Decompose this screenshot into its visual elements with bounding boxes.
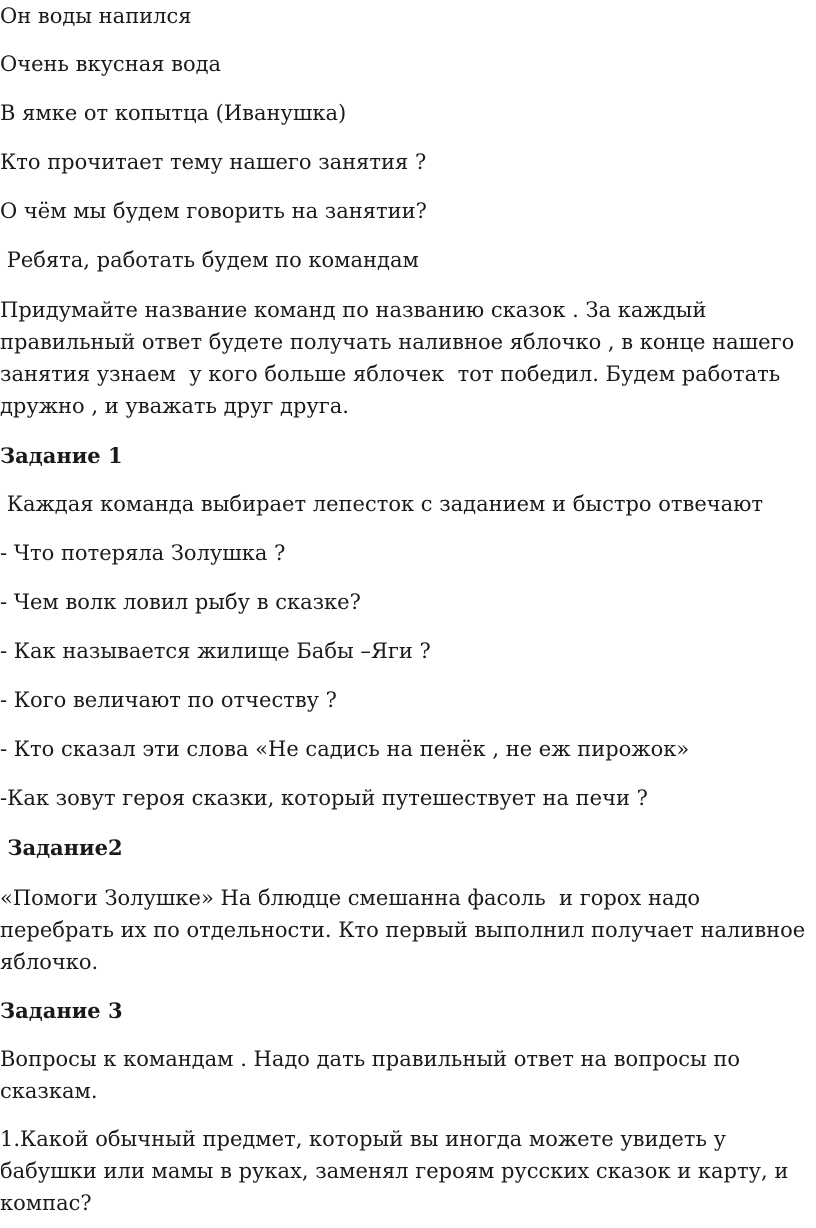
paragraph: Кто прочитает тему нашего занятия ? [0, 150, 427, 174]
list-item: - Кого величают по отчеству ? [0, 688, 337, 712]
paragraph: 1.Какой обычный предмет, который вы иногда можете увидеть у бабушки или мамы в руках, заменял героям русских сказок и карту, и компас? [0, 1127, 796, 1215]
paragraph: Вопросы к командам . Надо дать правильный ответ на вопросы по сказкам. [0, 1047, 747, 1103]
list-item: - Кто сказал эти слова «Не садись на пенёк , не еж пирожок» [0, 737, 690, 761]
paragraph: О чём мы будем говорить на занятии? [0, 199, 427, 223]
list-item: - Как называется жилище Бабы –Яги ? [0, 639, 431, 663]
paragraph: Придумайте название команд по названию сказок . За каждый правильный ответ будете получать наливное яблочко , в конце нашего занятия узнаем у кого больше яблочек тот победил. Будем работать дружно , и уважать друг друга. [0, 298, 801, 418]
section-heading: Задание2 [0, 835, 123, 860]
list-item: -Как зовут героя сказки, который путешествует на печи ? [0, 786, 648, 810]
section-heading: Задание 1 [0, 443, 123, 468]
paragraph: Каждая команда выбирает лепесток с заданием и быстро отвечают [0, 492, 764, 516]
paragraph: Очень вкусная вода [0, 52, 222, 76]
paragraph: В ямке от копытца (Иванушка) [0, 101, 347, 125]
paragraph: «Помоги Золушке» На блюдце смешанна фасоль и горох надо перебрать их по отдельности. Кто первый выполнил получает наливное яблочко. [0, 886, 812, 974]
list-item: - Что потеряла Золушка ? [0, 541, 286, 565]
section-heading: Задание 3 [0, 998, 123, 1023]
list-item: - Чем волк ловил рыбу в сказке? [0, 590, 361, 614]
paragraph: Ребята, работать будем по командам [0, 248, 419, 272]
paragraph: Он воды напился [0, 4, 192, 28]
